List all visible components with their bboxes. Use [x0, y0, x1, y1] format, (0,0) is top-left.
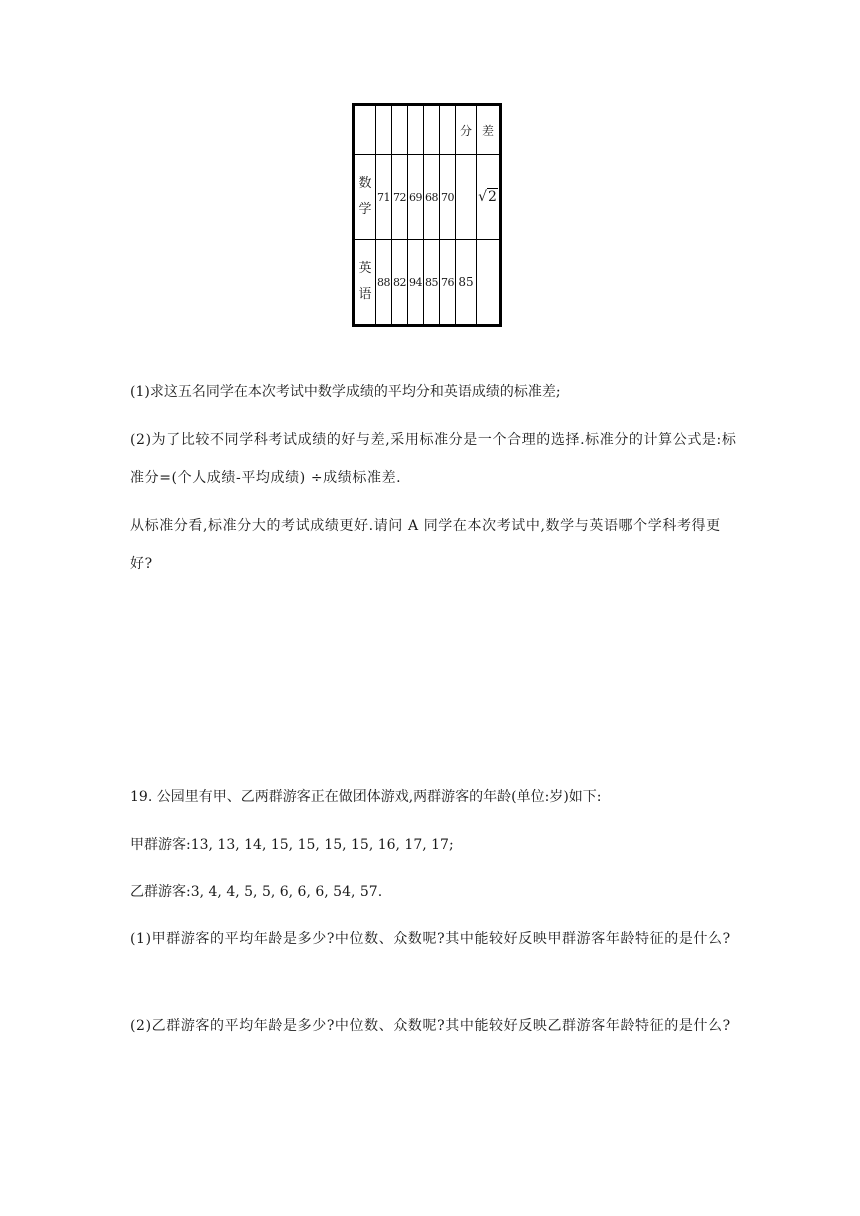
subject-cell — [354, 240, 376, 326]
score-cell: 70 — [440, 155, 456, 240]
header-cell-sd: 差 — [477, 105, 501, 155]
group-a-ages: 甲群游客:13, 13, 14, 15, 15, 15, 15, 16, 17, 17; — [130, 837, 454, 853]
subject-label: 数学 — [358, 176, 372, 217]
score-cell: 72 — [392, 155, 408, 240]
problem-19-intro: 19. 公园里有甲、乙两群游客正在做团体游戏,两群游客的年龄(单位:岁)如下: — [130, 789, 602, 805]
header-cell — [376, 105, 392, 155]
score-cell: 85 — [424, 240, 440, 326]
score-table — [352, 103, 502, 327]
sd-cell — [477, 240, 501, 326]
score-cell: 88 — [376, 240, 392, 326]
score-cell: 76 — [440, 240, 456, 326]
header-cell — [354, 105, 376, 155]
header-cell — [408, 105, 424, 155]
question-19-1: (1)甲群游客的平均年龄是多少?中位数、众数呢?其中能较好反映甲群游客年龄特征的是什么? — [130, 931, 731, 947]
subject-label: 英语 — [358, 261, 372, 302]
score-cell: 69 — [408, 155, 424, 240]
group-b-ages: 乙群游客:3, 4, 4, 5, 5, 6, 6, 6, 54, 57. — [130, 884, 383, 900]
score-cell: 68 — [424, 155, 440, 240]
mean-cell — [456, 155, 477, 240]
question-1: (1)求这五名同学在本次考试中数学成绩的平均分和英语成绩的标准差; — [130, 384, 561, 400]
table-row — [354, 155, 501, 240]
score-cell: 94 — [408, 240, 424, 326]
mean-cell: 85 — [456, 240, 477, 326]
subject-cell — [354, 155, 376, 240]
score-cell: 71 — [376, 155, 392, 240]
score-cell: 82 — [392, 240, 408, 326]
question-19-2: (2)乙群游客的平均年龄是多少?中位数、众数呢?其中能较好反映乙群游客年龄特征的是什么? — [130, 1018, 731, 1034]
table-row — [354, 240, 501, 326]
question-2: (2)为了比较不同学科考试成绩的好与差,采用标准分是一个合理的选择.标准分的计算公式是:标准分=(个人成绩-平均成绩) ÷成绩标准差. — [130, 432, 737, 486]
table-header-row — [354, 105, 501, 155]
sqrt-two: √2 — [478, 189, 497, 205]
header-cell-mean: 分 — [456, 105, 477, 155]
sd-cell — [477, 155, 501, 240]
question-3: 从标准分看,标准分大的考试成绩更好.请问 A 同学在本次考试中,数学与英语哪个学科考得更好? — [130, 518, 721, 572]
header-cell — [392, 105, 408, 155]
header-cell — [424, 105, 440, 155]
header-cell — [440, 105, 456, 155]
